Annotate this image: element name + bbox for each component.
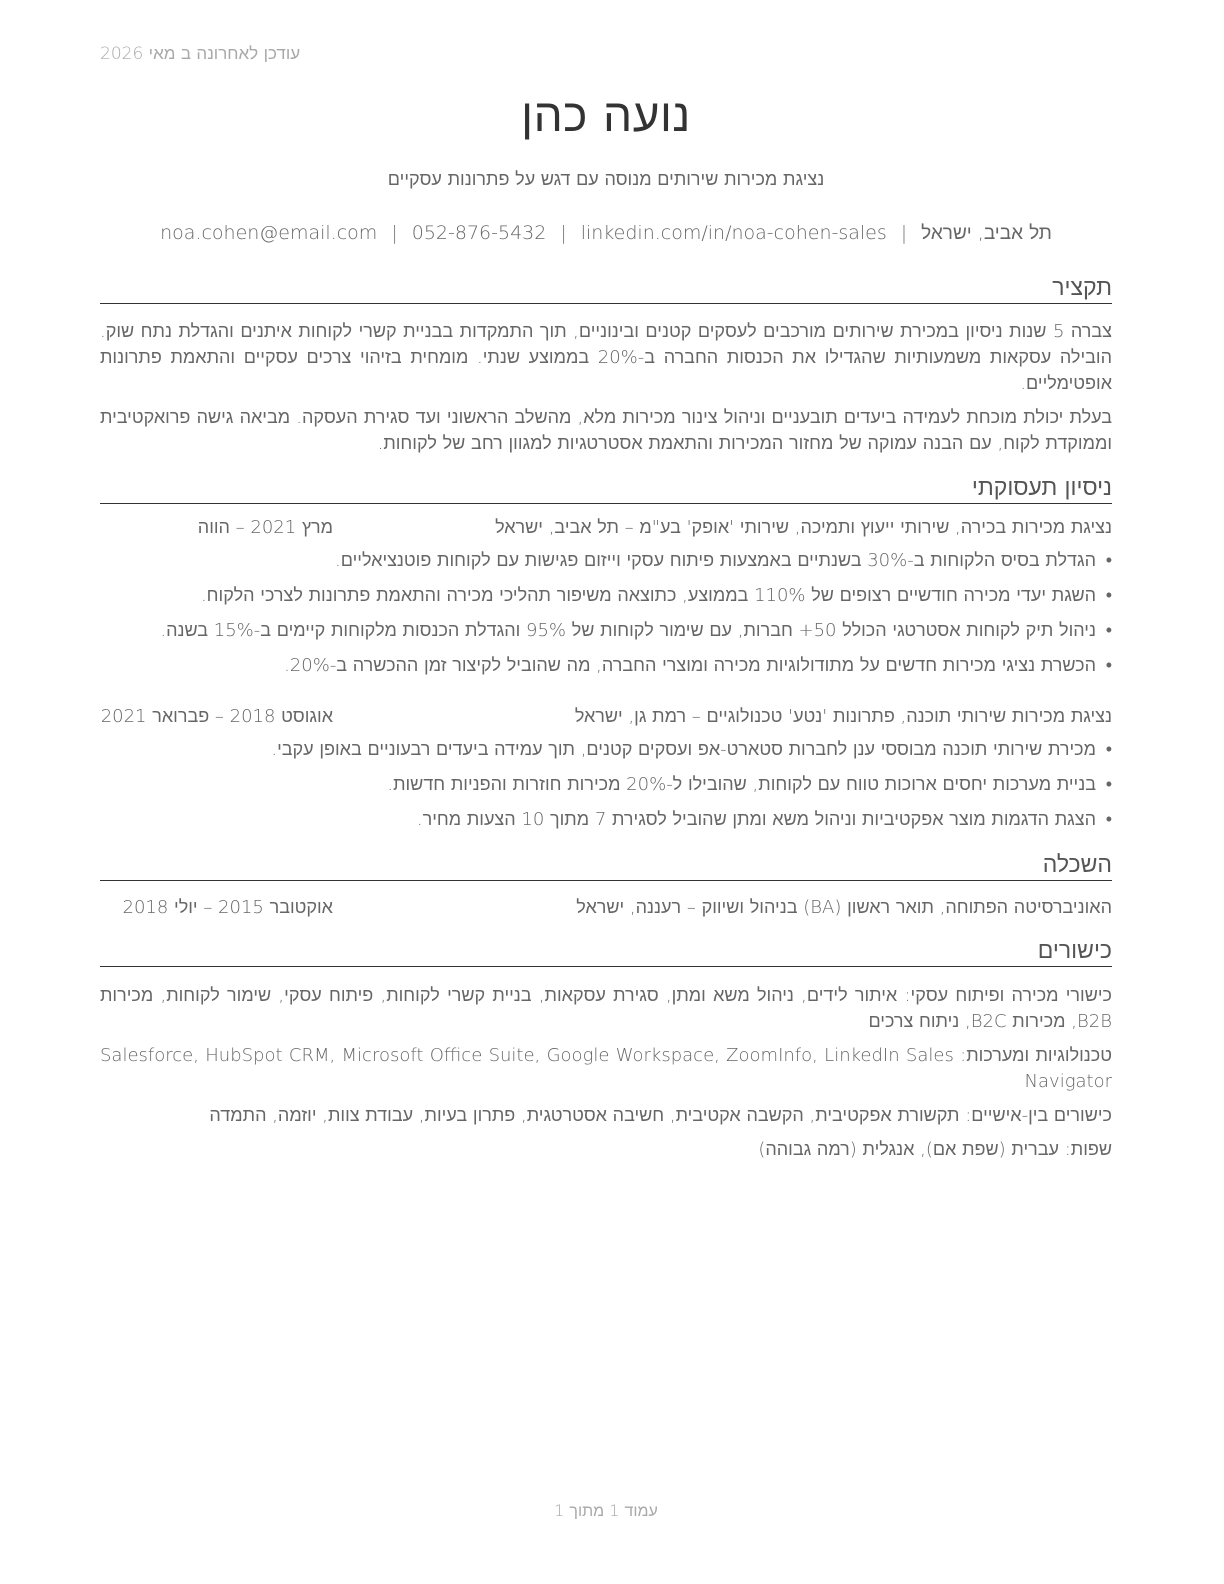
bullet-icon: • xyxy=(1105,585,1112,606)
contact-location: תל אביב, ישראל xyxy=(921,222,1052,244)
section-title-skills: כישורים xyxy=(100,937,1112,967)
job-dates: מרץ 2021 – הווה xyxy=(197,517,333,538)
candidate-subtitle: נציגת מכירות שירותים מנוסה עם דגש על פתרונות עסקיים xyxy=(387,169,825,190)
page-number: עמוד 1 מתוך 1 xyxy=(554,1501,658,1520)
candidate-name: נועה כהן xyxy=(521,88,691,142)
list-item: • הכשרת נציגי מכירות חדשים על מתודולוגיות מכירה ומוצרי החברה, מה שהוביל לקיצור זמן ההכשרה ב-20%. xyxy=(100,653,1112,679)
summary-paragraph: בעלת יכולת מוכחת לעמידה ביעדים תובעניים וניהול צינור מכירות מלא, מהשלב הראשוני ועד סגירת העסקה. מביאה גישה פרואקטיבית וממוקדת לקוח, עם הבנה עמוקה של מחזור המכירות והתאמת אסטרטגיות למגוון רחב של לקוחות. xyxy=(100,407,1112,454)
bullet-icon: • xyxy=(1105,620,1112,641)
job-dates: אוגוסט 2018 – פברואר 2021 xyxy=(100,706,333,727)
list-item: • הגדלת בסיס הלקוחות ב-30% בשנתיים באמצעות פיתוח עסקי וייזום פגישות עם לקוחות פוטנציאליים. xyxy=(100,548,1112,574)
contact-email[interactable]: noa.cohen@email.com xyxy=(160,222,378,244)
job-header xyxy=(100,517,1112,543)
contact-separator: | xyxy=(900,222,908,244)
education-entry xyxy=(100,897,1112,923)
section-title-education: השכלה xyxy=(100,851,1112,881)
list-item: • בניית מערכות יחסים ארוכות טווח עם לקוחות, שהובילו ל-20% מכירות חוזרות והפניות חדשות. xyxy=(100,772,1112,798)
job-role: נציגת מכירות שירותי תוכנה, פתרונות 'נטע' טכנולוגיים – רמת גן, ישראל xyxy=(574,706,1112,727)
bullet-icon: • xyxy=(1105,774,1112,795)
contact-separator: | xyxy=(391,222,398,244)
list-item: • הצגת הדגמות מוצר אפקטיביות וניהול משא ומתן שהוביל לסגירת 7 מתוך 10 הצעות מחיר. xyxy=(100,807,1112,833)
job-bullets xyxy=(100,737,1112,842)
contact-line xyxy=(100,222,1112,245)
section-title-experience: ניסיון תעסוקתי xyxy=(100,474,1112,504)
contact-phone[interactable]: 052-876-5432 xyxy=(411,222,547,244)
contact-linkedin[interactable]: linkedin.com/in/noa-cohen-sales xyxy=(580,222,887,244)
skill-line: טכנולוגיות ומערכות: Salesforce, HubSpot CRM, Microsoft Office Suite, Google Workspace, ZoomInfo, LinkedIn Sales Navigator xyxy=(100,1045,1112,1092)
summary-paragraph: צברה 5 שנות ניסיון במכירת שירותים מורכבים לעסקים קטנים ובינוניים, תוך התמקדות בבניית קשרי לקוחות איתנים והגדלת נתח שוק. הובילה עסקאות משמעותיות שהגדילו את הכנסות החברה ב-20% בממוצע שנתי. מומחית בזיהוי צרכים עסקיים והתאמת פתרונות אופטימליים. xyxy=(100,321,1112,394)
resume-page xyxy=(100,0,1112,1584)
education-degree: האוניברסיטה הפתוחה, תואר ראשון (BA) בניהול ושיווק – רעננה, ישראל xyxy=(576,897,1112,918)
skill-line: כישורים בין-אישיים: תקשורת אפקטיבית, הקשבה אקטיבית, חשיבה אסטרטגית, פתרון בעיות, עבודת צוות, יוזמה, התמדה xyxy=(209,1105,1112,1126)
section-title-summary: תקציר xyxy=(100,274,1112,304)
list-item: • ניהול תיק לקוחות אסטרטגי הכולל 50+ חברות, עם שימור לקוחות של 95% והגדלת הכנסות מלקוחות קיימים ב-15% בשנה. xyxy=(100,618,1112,644)
bullet-icon: • xyxy=(1105,550,1112,571)
list-item: • מכירת שירותי תוכנה מבוססי ענן לחברות סטארט-אפ ועסקים קטנים, תוך עמידה ביעדים רבעוניים באופן עקבי. xyxy=(100,737,1112,763)
education-dates: אוקטובר 2015 – יולי 2018 xyxy=(122,897,333,918)
bullet-icon: • xyxy=(1105,739,1112,760)
job-header xyxy=(100,706,1112,732)
bullet-icon: • xyxy=(1105,809,1112,830)
contact-separator: | xyxy=(560,222,567,244)
last-updated: עודכן לאחרונה ב מאי 2026 xyxy=(100,44,301,64)
job-bullets xyxy=(100,548,1112,688)
skill-line: שפות: עברית (שפת אם), אנגלית (רמה גבוהה) xyxy=(758,1139,1112,1160)
list-item: • השגת יעדי מכירה חודשיים רצופים של 110% בממוצע, כתוצאה משיפור תהליכי מכירה והתאמת פתרונות לצרכי הלקוח. xyxy=(100,583,1112,609)
skill-line: כישורי מכירה ופיתוח עסקי: איתור לידים, ניהול משא ומתן, סגירת עסקאות, בניית קשרי לקוחות, פיתוח עסקי, שימור לקוחות, מכירות B2B, מכירות B2C, ניתוח צרכים xyxy=(100,985,1112,1032)
bullet-icon: • xyxy=(1105,655,1112,676)
job-role: נציגת מכירות בכירה, שירותי ייעוץ ותמיכה, שירותי 'אופק' בע"מ – תל אביב, ישראל xyxy=(495,517,1112,538)
